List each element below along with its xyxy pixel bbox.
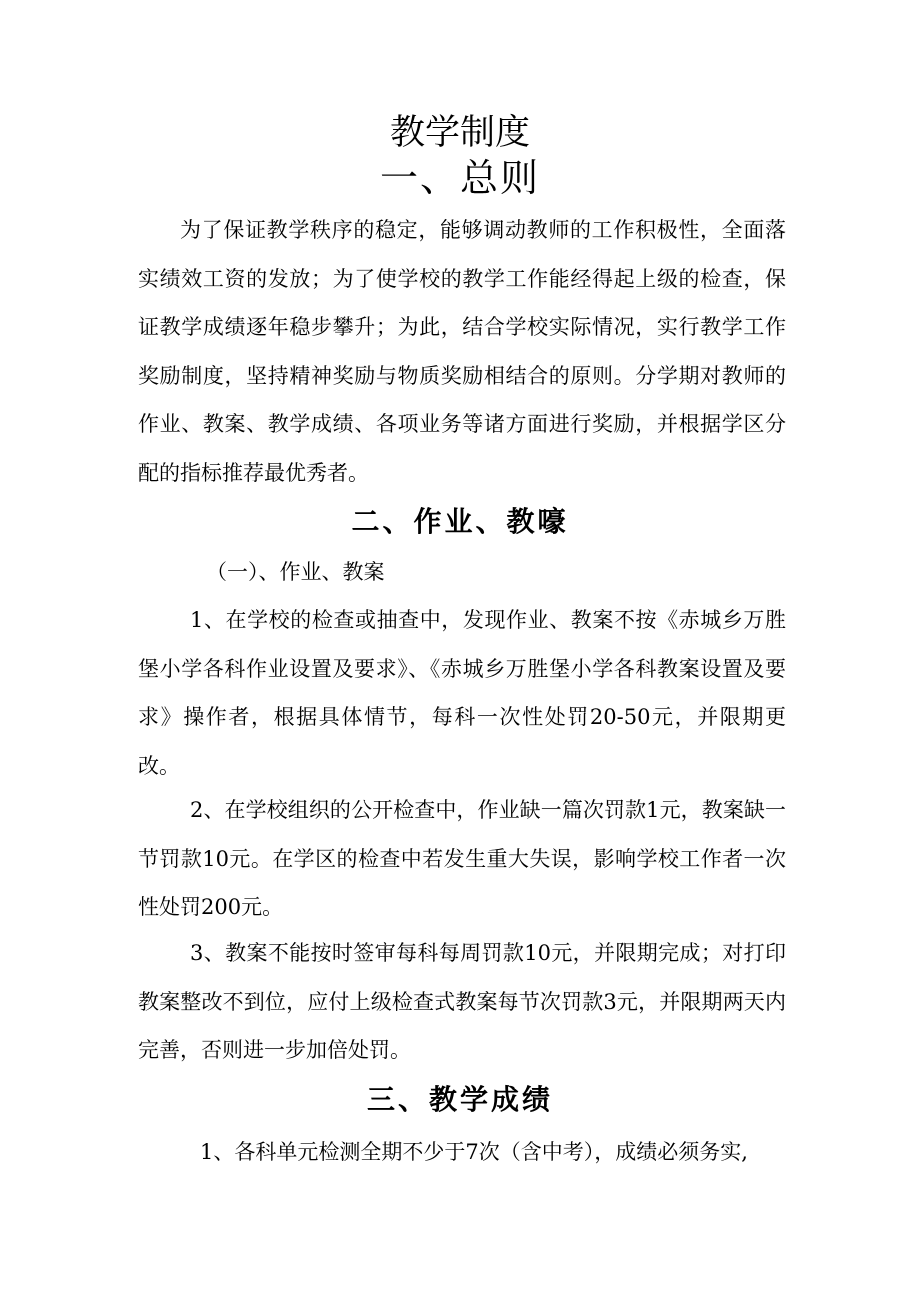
paragraph-rule-1: 1、在学校的检查或抽查中，发现作业、教案不按《赤城乡万胜堡小学各科作业设置及要求》、《赤城乡万胜堡小学各科教案设置及要求》操作者，根据具体情节，每科一次性处罚20-50元，并限期更改。 <box>138 608 786 778</box>
section-heading-homework-lessonplans: 二、作业、教嚎 <box>351 505 569 538</box>
subsection-heading-homework-lessonplans: （一）、作业、教案 <box>206 560 385 584</box>
section-heading-general: 一、总则 <box>379 156 540 200</box>
document-title: 教学制度 <box>389 113 530 153</box>
paragraph-rule-3: 3、教案不能按时签审每科每周罚款10元，并限期完成；对打印教案整改不到位，应付上级检查式教案每节次罚款3元，并限期两天内完善，否则进一步加倍处罚。 <box>138 941 786 1062</box>
paragraph-results-rule-1: 1、各科单元检测全期不少于7次（含中考），成绩必须务实, <box>200 1140 748 1164</box>
paragraph-rule-2: 2、在学校组织的公开检查中，作业缺一篇次罚款1元，教案缺一节罚款10元。在学区的检查中若发生重大失误，影响学校工作者一次性处罚200元。 <box>138 798 786 919</box>
section-heading-teaching-results: 三、教学成绩 <box>366 1083 553 1116</box>
paragraph-general-principles: 为了保证教学秩序的稳定，能够调动教师的工作积极性，全面落实绩效工资的发放；为了使学校的教学工作能经得起上级的检查，保证教学成绩逐年稳步攀升；为此，结合学校实际情况，实行教学工作奖励制度，坚持精神奖励与物质奖励相结合的原则。分学期对教师的作业、教案、教学成绩、各项业务等诸方面进行奖励，并根据学区分配的指标推荐最优秀者。 <box>138 218 786 485</box>
